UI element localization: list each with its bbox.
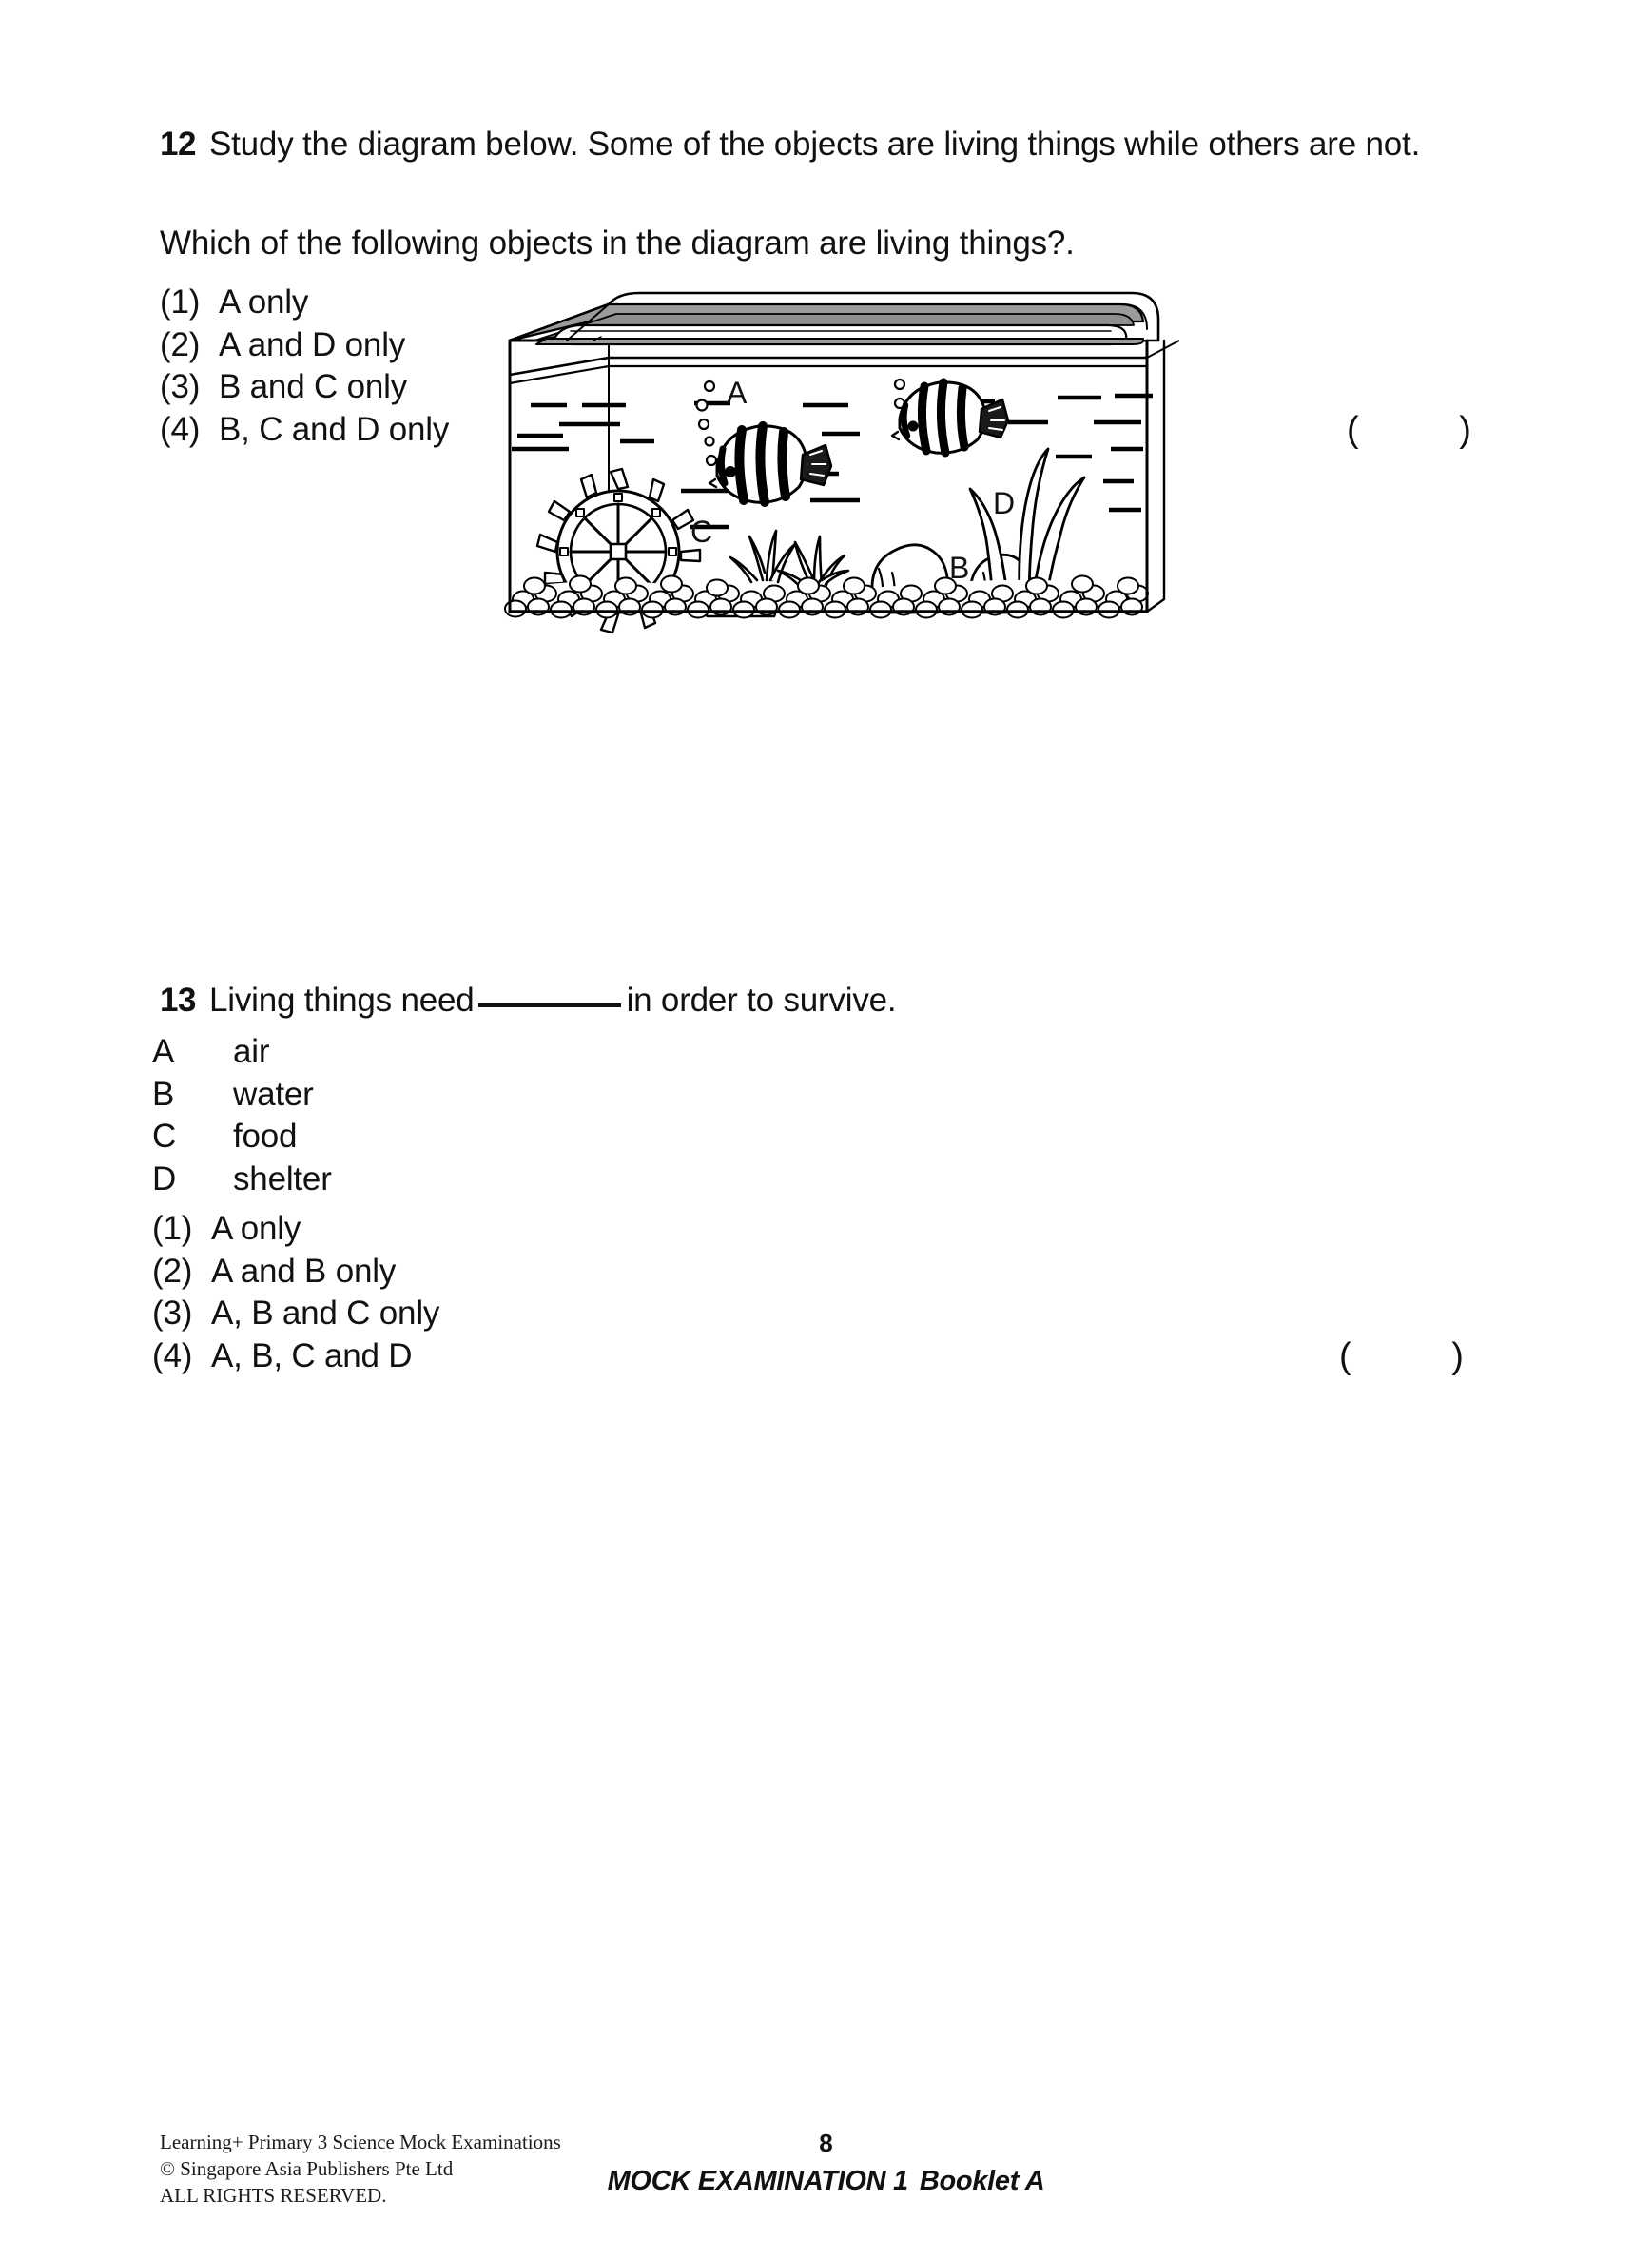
choice-row[interactable]: [152, 1251, 1503, 1294]
footer-line-1: Learning+ Primary 3 Science Mock Examinations: [160, 2131, 561, 2153]
question-13-stem-after: in order to survive.: [626, 982, 897, 1019]
diagram-label-a: A: [727, 376, 748, 410]
answer-bracket[interactable]: ( ): [1347, 409, 1471, 450]
question-12-sub-stem: Which of the following objects in the diagram are living things?.: [160, 224, 1075, 262]
statement-row: [152, 1074, 1503, 1117]
question-13-stem-before: Living things need: [209, 982, 475, 1019]
page-number: 8: [819, 2129, 833, 2157]
choice-key: (4): [160, 410, 201, 448]
statement-label: food: [233, 1118, 298, 1155]
statement-row: [152, 1159, 1503, 1201]
choice-key: (3): [160, 368, 201, 405]
choice-label: A and D only: [219, 325, 406, 363]
choice-label: A, B and C only: [211, 1295, 440, 1332]
footer-exam-title: [0, 2165, 1652, 2197]
diagram-label-b: B: [949, 551, 970, 585]
choice-row[interactable]: [152, 1293, 1503, 1335]
choice-key: (1): [152, 1210, 193, 1247]
choice-key: (4): [152, 1336, 193, 1374]
question-13-choice-list: [152, 1208, 1503, 1377]
choice-key: (2): [160, 325, 201, 363]
choice-label: A only: [211, 1210, 301, 1247]
question-13-statement-list: [152, 1031, 1503, 1200]
statement-label: air: [233, 1033, 270, 1070]
statement-key: B: [152, 1075, 175, 1113]
footer-line-2: © Singapore Asia Publishers Pte Ltd: [160, 2157, 454, 2180]
exam-title-text: MOCK EXAMINATION 1: [607, 2166, 908, 2196]
question-12-stem: Study the diagram below. Some of the objects are living things while others are not.: [209, 126, 1421, 163]
choice-row[interactable]: [152, 1208, 1503, 1251]
choice-label: A, B, C and D: [211, 1336, 413, 1374]
statement-key: A: [152, 1033, 175, 1070]
statement-label: water: [233, 1075, 314, 1113]
fill-in-blank[interactable]: [478, 986, 621, 1007]
statement-row: [152, 1116, 1503, 1159]
diagram-label-c: C: [690, 515, 713, 549]
question-12-number: 12: [160, 126, 196, 163]
aquarium-diagram: [476, 245, 1179, 645]
statement-key: D: [152, 1159, 177, 1198]
question-12-header: [160, 122, 1510, 167]
booklet-text: Booklet A: [919, 2166, 1045, 2196]
choice-label: A only: [219, 283, 309, 321]
choice-key: (1): [160, 283, 201, 321]
choice-key: (2): [152, 1252, 193, 1290]
choice-label: B, C and D only: [219, 410, 450, 448]
question-13-stem: [209, 978, 896, 1023]
question-13: [152, 978, 1510, 1376]
choice-row[interactable]: [152, 1335, 1503, 1378]
question-12: [160, 122, 1510, 450]
statement-key: C: [152, 1118, 177, 1155]
statement-row: [152, 1031, 1503, 1074]
choice-key: (3): [152, 1295, 193, 1332]
statement-label: shelter: [233, 1159, 332, 1198]
choice-label: A and B only: [211, 1252, 397, 1290]
footer-line-3: ALL RIGHTS RESERVED.: [160, 2184, 387, 2207]
question-13-number: 13: [160, 982, 196, 1019]
page-footer: [0, 2129, 1652, 2233]
choice-label: B and C only: [219, 368, 407, 405]
question-13-header: [160, 978, 1510, 1023]
diagram-label-d: D: [993, 486, 1016, 520]
answer-bracket[interactable]: ( ): [1339, 1335, 1464, 1376]
